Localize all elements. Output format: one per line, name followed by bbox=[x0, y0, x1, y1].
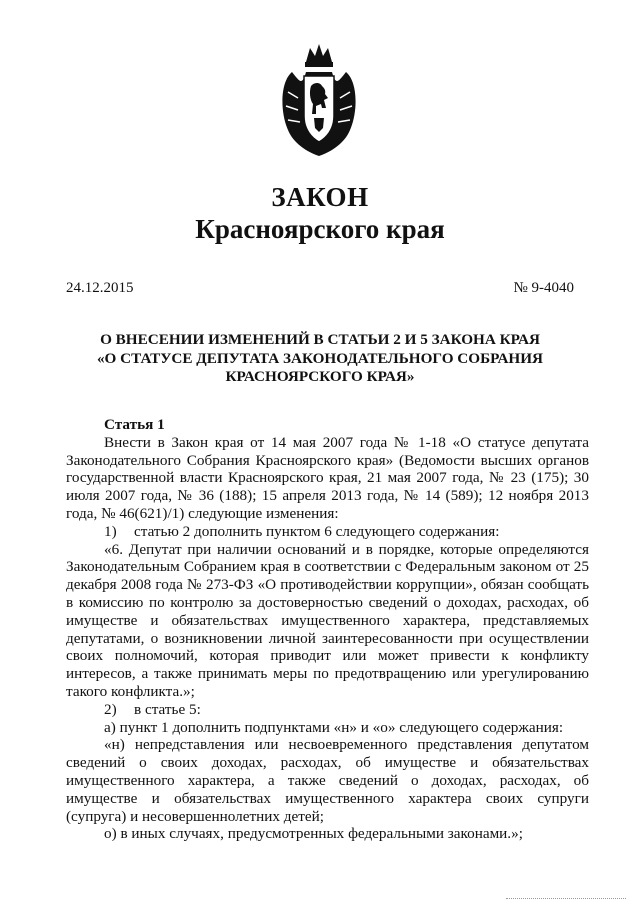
document-body bbox=[66, 416, 589, 843]
heading-line-2: «О СТАТУСЕ ДЕПУТАТА ЗАКОНОДАТЕЛЬНОГО СОБРАНИЯ bbox=[96, 349, 544, 367]
document-subtitle: Красноярского края bbox=[195, 214, 445, 244]
page-edge-mark bbox=[506, 894, 626, 899]
item-1-quote: «6. Депутат при наличии оснований и в порядке, которые определяются Законодательным Собранием края в соответствии с Федеральным законом от 25 декабря 2008 года № 273-ФЗ «О противодействии коррупции», обязан сообщать в комиссию по контролю за достоверностью сведений о доходах, расходах, об имуществе и обязательствах имущественного характера, представляемых депутатами, о возникновении личной заинтересованности при осуществлении своих полномочий, которая приводит или может привести к конфликту интересов, а также принимать меры по предотвращению или урегулированию такого конфликта.»; bbox=[66, 540, 589, 700]
item-2-subitem-n: «н) непредставления или несвоевременного представления депутатом сведений о своих доходах, расходах, об имуществе и обязательствах имущественного характера, а также сведений о доходах, расходах, об имуществе и обязательствах имущественного характера своих супруги (супруга) и несовершеннолетних детей; bbox=[66, 736, 589, 825]
list-item-2 bbox=[66, 701, 589, 719]
item-2-subitem-o: о) в иных случаях, предусмотренных федеральными законами.»; bbox=[104, 825, 523, 843]
article-title: Статья 1 bbox=[104, 416, 165, 433]
item-number: 1) bbox=[104, 522, 117, 540]
list-item-1 bbox=[66, 523, 589, 541]
item-text: статью 2 дополнить пунктом 6 следующего содержания: bbox=[134, 522, 500, 540]
article-intro: Внести в Закон края от 14 мая 2007 года № 1-18 «О статусе депутата Законодательного Собрания Красноярского края» (Ведомости высших органов государственной власти Красноярского края, 21 мая 2007 года, № 23 (175); 30 июля 2007 года, № 36 (188); 15 апреля 2013 года, № 14 (589); 12 ноября 2013 года, № 46(621)/1) следующие изменения: bbox=[66, 433, 589, 522]
coat-of-arms-icon bbox=[278, 42, 360, 160]
document-number: № 9-4040 bbox=[513, 280, 574, 296]
item-text: в статье 5: bbox=[134, 700, 201, 718]
item-2-subitem-a: а) пункт 1 дополнить подпунктами «н» и «о» следующего содержания: bbox=[104, 718, 564, 736]
item-number: 2) bbox=[104, 700, 117, 718]
document-title: ЗАКОН bbox=[271, 182, 369, 212]
document-date: 24.12.2015 bbox=[66, 280, 134, 296]
heading-line-3: КРАСНОЯРСКОГО КРАЯ» bbox=[225, 368, 415, 385]
law-heading bbox=[60, 331, 580, 387]
heading-line-1: О ВНЕСЕНИИ ИЗМЕНЕНИЙ В СТАТЬИ 2 И 5 ЗАКОНА КРАЯ bbox=[100, 331, 540, 348]
